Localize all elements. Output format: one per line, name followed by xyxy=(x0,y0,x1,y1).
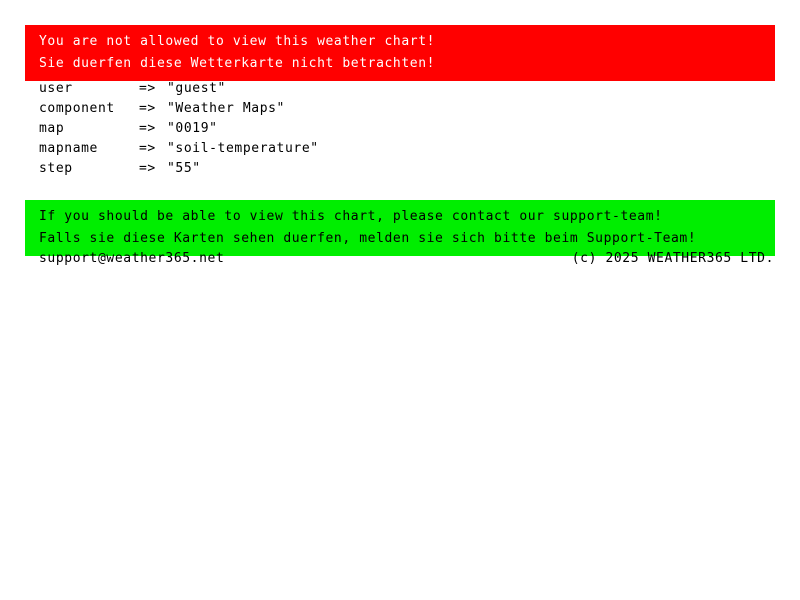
parameter-value: "guest" xyxy=(167,81,226,96)
table-row xyxy=(39,159,319,179)
info-banner-line-de: Falls sie diese Karten sehen duerfen, melden sie sich bitte beim Support-Team! xyxy=(39,231,697,246)
parameter-list xyxy=(39,79,319,179)
table-row xyxy=(39,119,319,139)
parameter-value: "55" xyxy=(167,161,201,176)
parameter-arrow: => xyxy=(139,81,156,96)
parameter-key: user xyxy=(39,81,73,96)
parameter-arrow: => xyxy=(139,121,156,136)
table-row xyxy=(39,99,319,119)
parameter-arrow: => xyxy=(139,101,156,116)
support-email-link[interactable]: support@weather365.net xyxy=(39,251,225,266)
parameter-key: step xyxy=(39,161,73,176)
parameter-arrow: => xyxy=(139,141,156,156)
error-banner xyxy=(25,25,775,81)
parameter-value: "Weather Maps" xyxy=(167,101,285,116)
parameter-value: "0019" xyxy=(167,121,218,136)
parameter-key: component xyxy=(39,101,115,116)
parameter-arrow: => xyxy=(139,161,156,176)
info-banner xyxy=(25,200,775,256)
parameter-table xyxy=(39,79,319,179)
footer xyxy=(39,249,774,269)
table-row xyxy=(39,139,319,159)
copyright-notice: (c) 2025 WEATHER365 LTD. xyxy=(571,251,774,266)
parameter-key: mapname xyxy=(39,141,98,156)
info-banner-line-en: If you should be able to view this chart, please contact our support-team! xyxy=(39,209,663,224)
error-banner-line-de: Sie duerfen diese Wetterkarte nicht betrachten! xyxy=(39,56,436,71)
parameter-value: "soil-temperature" xyxy=(167,141,319,156)
table-row xyxy=(39,79,319,99)
error-banner-line-en: You are not allowed to view this weather chart! xyxy=(39,34,436,49)
parameter-key: map xyxy=(39,121,65,136)
